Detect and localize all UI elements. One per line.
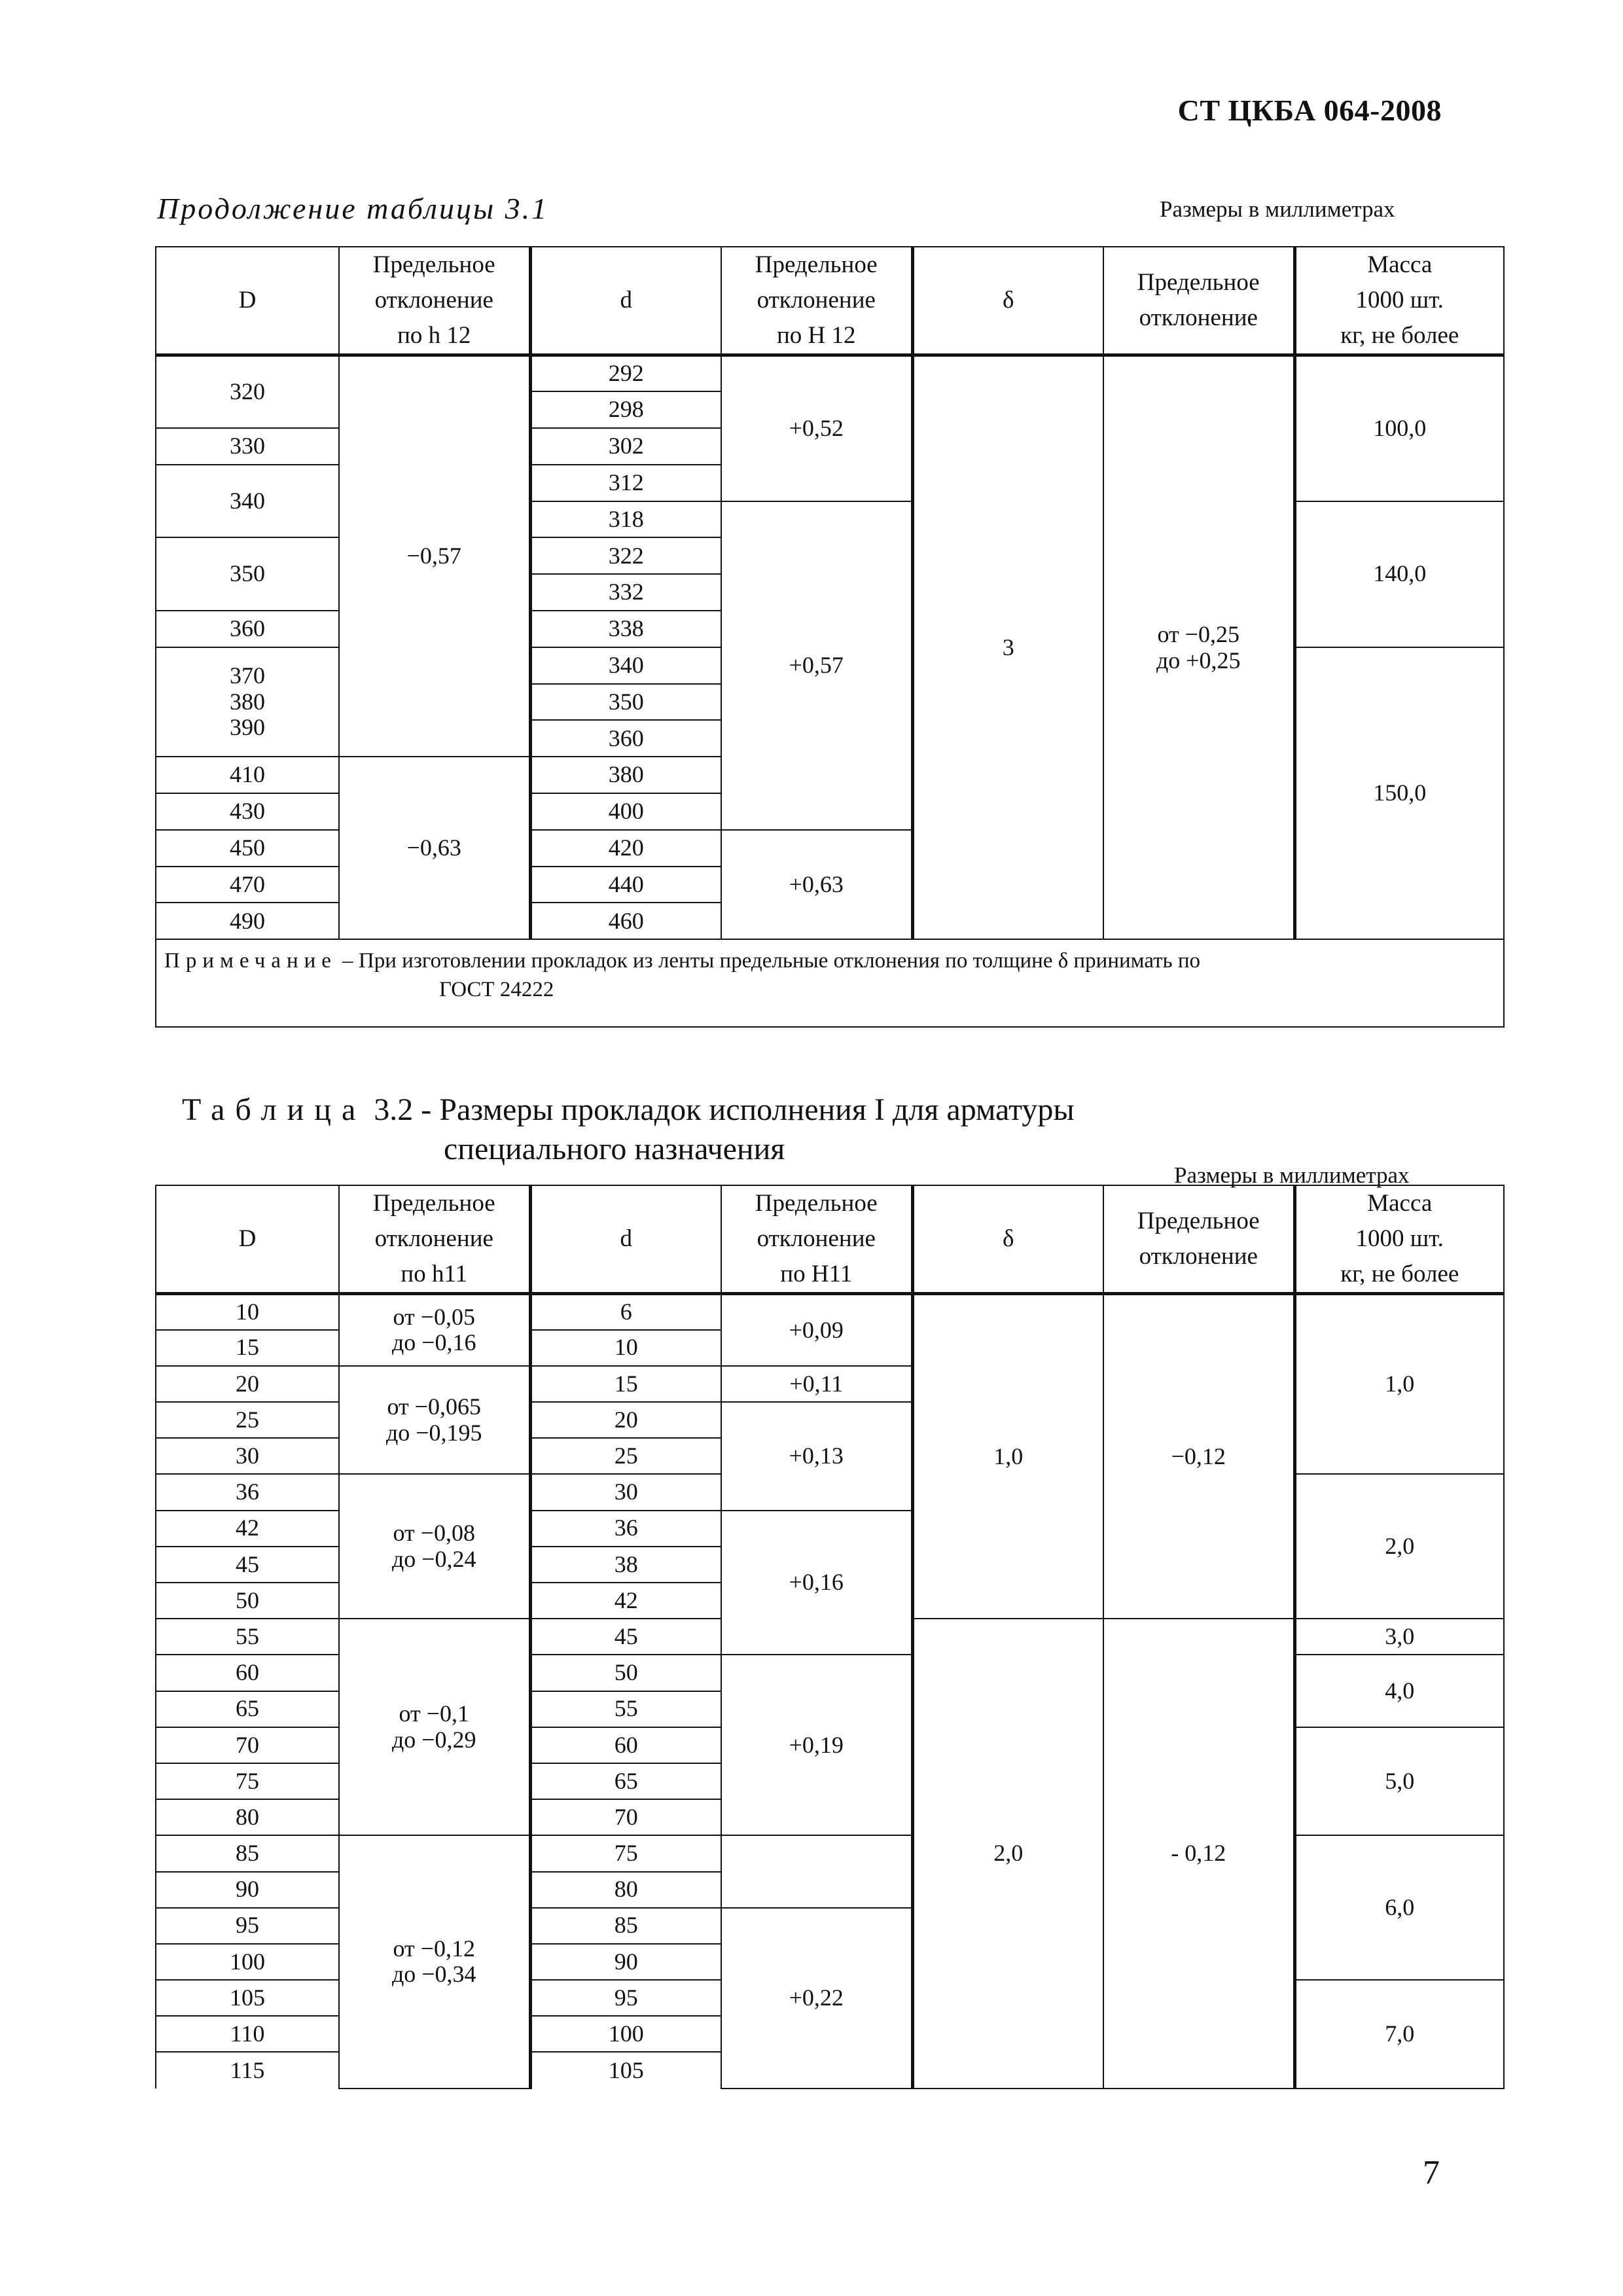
cell-d: 105 [530, 2052, 721, 2088]
cell-dev-d: +0,13 [721, 1402, 912, 1511]
cell-d: 380 [530, 757, 721, 793]
table-row [156, 1294, 1504, 1330]
cell-d: 75 [530, 1835, 721, 1871]
cell-D: 470 [156, 867, 339, 903]
cell-d: 25 [530, 1438, 721, 1474]
cell-delta: 2,0 [912, 1619, 1103, 2088]
header-dev-d: Предельное отклонение по H11 [721, 1185, 912, 1294]
table-3-1 [155, 246, 1505, 1028]
header-dev-D: Предельное отклонение по h 12 [339, 247, 530, 355]
cell-d: 302 [530, 428, 721, 465]
cell-D: 75 [156, 1763, 339, 1799]
cell-dev-d: +0,57 [721, 501, 912, 830]
header-D: D [156, 1185, 339, 1294]
table1-continuation-title: Продолжение таблицы 3.1 [157, 192, 549, 225]
cell-d: 15 [530, 1366, 721, 1402]
header-dev-D: Предельное отклонение по h11 [339, 1185, 530, 1294]
cell-d: 292 [530, 355, 721, 392]
cell-dev-d: +0,19 [721, 1655, 912, 1835]
cell-d: 90 [530, 1944, 721, 1980]
cell-D: 430 [156, 793, 339, 830]
cell-d: 400 [530, 793, 721, 830]
cell-d: 332 [530, 574, 721, 611]
cell-dev-d: +0,16 [721, 1511, 912, 1655]
page-number: 7 [1423, 2154, 1440, 2191]
cell-D: 115 [156, 2052, 339, 2088]
cell-D: 450 [156, 830, 339, 867]
cell-d: 45 [530, 1619, 721, 1655]
cell-mass: 150,0 [1294, 647, 1504, 939]
cell-D: 55 [156, 1619, 339, 1655]
cell-D: 490 [156, 903, 339, 939]
cell-d: 38 [530, 1547, 721, 1583]
cell-delta: 1,0 [912, 1294, 1103, 1619]
cell-D: 90 [156, 1872, 339, 1908]
cell-mass: 140,0 [1294, 501, 1504, 647]
cell-d: 50 [530, 1655, 721, 1691]
cell-D: 360 [156, 611, 339, 647]
header-d: d [530, 1185, 721, 1294]
document-code: СТ ЦКБА 064-2008 [1177, 94, 1442, 127]
cell-d: 60 [530, 1727, 721, 1763]
cell-D: 95 [156, 1908, 339, 1944]
header-delta: δ [912, 247, 1103, 355]
table2-units: Размеры в миллиметрах [1174, 1162, 1410, 1188]
cell-D: 350 [156, 537, 339, 611]
cell-D: 36 [156, 1474, 339, 1510]
table-row [156, 355, 1504, 392]
cell-D: 25 [156, 1402, 339, 1438]
cell-D: 100 [156, 1944, 339, 1980]
cell-d: 36 [530, 1511, 721, 1547]
cell-D: 45 [156, 1547, 339, 1583]
cell-D: 42 [156, 1511, 339, 1547]
header-dev-delta: Предельное отклонение [1103, 247, 1294, 355]
cell-D: 60 [156, 1655, 339, 1691]
cell-D: 15 [156, 1330, 339, 1366]
cell-mass: 2,0 [1294, 1474, 1504, 1619]
cell-d: 20 [530, 1402, 721, 1438]
cell-d: 65 [530, 1763, 721, 1799]
cell-d: 350 [530, 684, 721, 721]
cell-dev-D: −0,57 [339, 355, 530, 757]
cell-d: 95 [530, 1980, 721, 2016]
cell-mass: 1,0 [1294, 1294, 1504, 1475]
cell-dev-delta: от −0,25 до +0,25 [1103, 355, 1294, 940]
cell-mass: 6,0 [1294, 1835, 1504, 1980]
cell-d: 340 [530, 647, 721, 684]
cell-dev-d: +0,22 [721, 1908, 912, 2089]
cell-dev-D: от −0,065 до −0,195 [339, 1366, 530, 1475]
cell-dev-d: +0,63 [721, 830, 912, 939]
cell-D: 105 [156, 1980, 339, 2016]
cell-dev-D: от −0,1 до −0,29 [339, 1619, 530, 1835]
cell-mass: 5,0 [1294, 1727, 1504, 1836]
cell-dev-d: +0,09 [721, 1294, 912, 1366]
cell-dev-d [721, 1835, 912, 1907]
cell-d: 10 [530, 1330, 721, 1366]
cell-d: 100 [530, 2016, 721, 2052]
cell-d: 85 [530, 1908, 721, 1944]
cell-d: 80 [530, 1872, 721, 1908]
table-note-row [156, 939, 1504, 1027]
cell-D: 50 [156, 1583, 339, 1619]
table-row [156, 1835, 1504, 1871]
cell-d: 322 [530, 537, 721, 574]
table-header-row [156, 247, 1504, 355]
cell-delta: 3 [912, 355, 1103, 940]
cell-D: 110 [156, 2016, 339, 2052]
cell-dev-D: от −0,05 до −0,16 [339, 1294, 530, 1366]
cell-D: 80 [156, 1799, 339, 1835]
cell-d: 460 [530, 903, 721, 939]
table-note: Примечание – При изготовлении прокладок из ленты предельные отклонения по толщине δ принимать по ГОСТ 24222 [156, 939, 1504, 1027]
header-mass: Масса 1000 шт. кг, не более [1294, 247, 1504, 355]
cell-d: 338 [530, 611, 721, 647]
cell-D: 340 [156, 465, 339, 538]
table1-units: Размеры в миллиметрах [1160, 196, 1395, 222]
cell-mass: 100,0 [1294, 355, 1504, 501]
cell-mass: 4,0 [1294, 1655, 1504, 1727]
cell-mass: 7,0 [1294, 1980, 1504, 2089]
header-delta: δ [912, 1185, 1103, 1294]
cell-D: 85 [156, 1835, 339, 1871]
cell-D: 330 [156, 428, 339, 465]
cell-D: 30 [156, 1438, 339, 1474]
cell-d: 312 [530, 465, 721, 501]
table-header-row [156, 1185, 1504, 1294]
cell-d: 30 [530, 1474, 721, 1510]
cell-dev-d: +0,11 [721, 1366, 912, 1402]
header-mass: Масса 1000 шт. кг, не более [1294, 1185, 1504, 1294]
header-dev-delta: Предельное отклонение [1103, 1185, 1294, 1294]
cell-D-group: 370 380 390 [156, 647, 339, 757]
table2-title: Таблица 3.2 - Размеры прокладок исполнения I для арматуры специального назначения [182, 1092, 1075, 1166]
cell-d: 55 [530, 1691, 721, 1727]
table-3-2 [155, 1185, 1505, 2089]
cell-d: 70 [530, 1799, 721, 1835]
cell-mass: 3,0 [1294, 1619, 1504, 1655]
cell-d: 298 [530, 391, 721, 428]
cell-D: 20 [156, 1366, 339, 1402]
cell-d: 42 [530, 1583, 721, 1619]
cell-D: 10 [156, 1294, 339, 1330]
cell-d: 360 [530, 720, 721, 757]
cell-dev-D: от −0,12 до −0,34 [339, 1835, 530, 2088]
cell-dev-D: от −0,08 до −0,24 [339, 1474, 530, 1619]
cell-dev-D: −0,63 [339, 757, 530, 939]
cell-dev-delta: −0,12 [1103, 1294, 1294, 1619]
cell-d: 6 [530, 1294, 721, 1330]
cell-dev-delta: - 0,12 [1103, 1619, 1294, 2088]
cell-D: 320 [156, 355, 339, 429]
cell-dev-d: +0,52 [721, 355, 912, 501]
cell-d: 318 [530, 501, 721, 538]
cell-D: 65 [156, 1691, 339, 1727]
cell-D: 410 [156, 757, 339, 793]
header-dev-d: Предельное отклонение по H 12 [721, 247, 912, 355]
header-D: D [156, 247, 339, 355]
cell-D: 70 [156, 1727, 339, 1763]
cell-d: 420 [530, 830, 721, 867]
header-d: d [530, 247, 721, 355]
cell-d: 440 [530, 867, 721, 903]
